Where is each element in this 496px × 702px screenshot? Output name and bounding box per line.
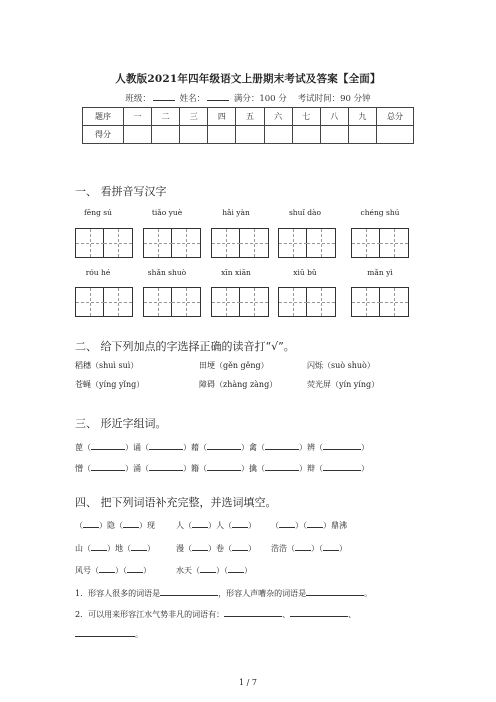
q2-row-2 <box>75 379 380 390</box>
q4-text: 水天（ <box>176 566 200 575</box>
q4-blank[interactable] <box>91 541 107 551</box>
q3-text: ）籍（ <box>183 464 207 473</box>
pinyin: chéng shú <box>360 208 400 217</box>
q4-text: ）鼎沸 <box>323 521 347 530</box>
q4-row-2 <box>75 541 347 554</box>
q4-blank[interactable] <box>307 518 323 528</box>
score-header-cell: 总分 <box>377 108 414 126</box>
q4-blank[interactable] <box>228 563 244 573</box>
q4-blank[interactable] <box>323 541 339 551</box>
q4-blank[interactable] <box>224 607 282 617</box>
q4-text: 人（ <box>176 521 192 530</box>
q3-blank[interactable] <box>149 461 183 471</box>
q2-item[interactable]: 稻穗（shuì suì） <box>75 361 139 370</box>
time-label: 考试时间：90 分钟 <box>297 94 371 104</box>
q4-text: 山（ <box>75 544 91 553</box>
q4-text: 、 <box>348 610 357 619</box>
q2-item[interactable]: 障碍（zhàng zàng） <box>199 380 278 389</box>
q4-blank[interactable] <box>306 586 364 596</box>
q3-text: ） <box>361 464 369 473</box>
q2-item[interactable]: 荧光屏（yín yíng） <box>307 380 380 389</box>
score-header-cell: 四 <box>208 108 236 126</box>
pinyin: tiǎo yuè <box>151 208 183 217</box>
writing-grid[interactable] <box>351 287 409 317</box>
name-label: 姓名： <box>179 94 206 104</box>
q4-text: ） <box>244 566 252 575</box>
pinyin: róu hé <box>85 268 111 277</box>
q4-blank[interactable] <box>127 563 143 573</box>
score-row-label: 得分 <box>83 126 124 144</box>
q4-text: ）隐（ <box>99 521 123 530</box>
q4-text: ） <box>143 566 151 575</box>
score-cell[interactable] <box>377 126 414 144</box>
class-label: 班级： <box>125 94 151 104</box>
q4-blank[interactable] <box>99 563 115 573</box>
class-blank[interactable] <box>153 91 175 101</box>
pinyin: xīn xiān <box>221 268 251 277</box>
q3-text: ）辨（ <box>299 443 323 452</box>
section-1-heading: 一、 看拼音写汉字 <box>75 185 167 198</box>
pinyin: hǎi yàn <box>222 208 250 217</box>
exam-info <box>0 91 496 104</box>
q3-blank[interactable] <box>323 461 361 471</box>
q4-blank[interactable] <box>192 518 208 528</box>
score-header-cell: 七 <box>292 108 320 126</box>
q4-blank[interactable] <box>83 518 99 528</box>
q4-line-3 <box>75 627 143 640</box>
q3-blank[interactable] <box>207 461 241 471</box>
q3-text: ）辩（ <box>299 464 323 473</box>
q4-text: （ <box>75 521 83 530</box>
q4-text: ） <box>248 544 256 553</box>
q4-blank[interactable] <box>131 541 147 551</box>
q3-row-1 <box>75 440 369 453</box>
name-blank[interactable] <box>207 91 229 101</box>
q4-text: ） <box>147 544 155 553</box>
score-header-row <box>83 108 414 126</box>
q3-blank[interactable] <box>265 461 299 471</box>
score-cell[interactable] <box>124 126 152 144</box>
section-4-heading: 四、 把下列词语补充完整，并选词填空。 <box>75 496 277 509</box>
q4-blank[interactable] <box>290 607 348 617</box>
score-cell[interactable] <box>292 126 320 144</box>
q3-text: ）擒（ <box>241 464 265 473</box>
q3-text: ）诵（ <box>125 443 149 452</box>
q4-text: 。 <box>135 630 143 639</box>
q4-text: ）（ <box>311 544 323 553</box>
writing-grid[interactable] <box>143 287 201 317</box>
score-header-cell: 八 <box>320 108 348 126</box>
q4-blank[interactable] <box>192 541 208 551</box>
q2-item[interactable]: 苍蝇（yíng yǐng） <box>75 380 145 389</box>
q4-text: 。 <box>364 589 373 598</box>
writing-grid[interactable] <box>143 228 201 258</box>
q3-blank[interactable] <box>323 440 361 450</box>
pinyin: shǎn shuò <box>147 268 187 277</box>
q4-blank[interactable] <box>232 541 248 551</box>
q4-blank[interactable] <box>200 563 216 573</box>
score-cell[interactable] <box>180 126 208 144</box>
pinyin: shuǐ dào <box>288 208 322 217</box>
pinyin: xiū bǔ <box>293 268 317 277</box>
q4-text: 浩浩（ <box>271 544 295 553</box>
q3-text: ）禽（ <box>241 443 265 452</box>
pinyin: fēng sú <box>84 208 112 217</box>
q4-text: 风号（ <box>75 566 99 575</box>
score-header-cell: 三 <box>180 108 208 126</box>
q4-row-3 <box>75 563 252 576</box>
q4-blank[interactable] <box>75 627 135 637</box>
q4-text: ）卷（ <box>208 544 232 553</box>
score-cell[interactable] <box>152 126 180 144</box>
section-2-heading: 二、 给下列加点的字选择正确的读音打“√”。 <box>75 340 295 353</box>
q4-text: ）地（ <box>107 544 131 553</box>
q4-blank[interactable] <box>279 518 295 528</box>
q4-blank[interactable] <box>295 541 311 551</box>
q4-text: ）（ <box>216 566 228 575</box>
q4-blank[interactable] <box>232 518 248 528</box>
q4-blank[interactable] <box>160 586 218 596</box>
q3-row-2 <box>75 461 369 474</box>
pinyin: mǎn yì <box>367 268 393 277</box>
q4-text: ）现 <box>139 521 155 530</box>
score-cell[interactable] <box>320 126 348 144</box>
score-header-cell: 六 <box>264 108 292 126</box>
q4-text: ） <box>339 544 347 553</box>
q4-text: 1．形容人很多的词语是 <box>75 589 161 598</box>
score-cell[interactable] <box>208 126 236 144</box>
q4-text: 2．可以用来形容江水气势非凡的词语有： <box>75 610 225 619</box>
q4-text: ） <box>248 521 256 530</box>
writing-grid[interactable] <box>75 287 133 317</box>
q4-text: ）人（ <box>208 521 232 530</box>
writing-grid[interactable] <box>351 228 409 258</box>
q4-text: ）（ <box>115 566 127 575</box>
writing-grid[interactable] <box>278 228 336 258</box>
q3-text: ）涌（ <box>125 464 149 473</box>
score-header-cell: 题序 <box>83 108 124 126</box>
q3-text: ） <box>361 443 369 452</box>
writing-grid[interactable] <box>211 287 269 317</box>
q3-blank[interactable] <box>207 440 241 450</box>
score-cell[interactable] <box>348 126 376 144</box>
writing-grid[interactable] <box>75 228 133 258</box>
q4-text: ，形容人声嘈杂的词语是 <box>218 589 307 598</box>
q4-text: （ <box>271 521 279 530</box>
q3-blank[interactable] <box>265 440 299 450</box>
score-label: 满分：100 分 <box>233 94 287 104</box>
q2-row-1 <box>75 360 375 371</box>
q4-line-1 <box>75 586 372 599</box>
q3-blank[interactable] <box>91 461 125 471</box>
page-number: 1 / 7 <box>239 678 257 687</box>
score-header-cell: 九 <box>348 108 376 126</box>
q4-line-2 <box>75 607 356 620</box>
score-header-cell: 一 <box>124 108 152 126</box>
q3-text: 蓖（ <box>75 443 91 452</box>
q3-blank[interactable] <box>149 440 183 450</box>
q3-blank[interactable] <box>91 440 125 450</box>
q4-text: 、 <box>282 610 291 619</box>
q2-item[interactable]: 闪烁（suò shuò） <box>307 361 375 370</box>
page-title: 人教版2021年四年级语文上册期末考试及答案【全面】 <box>115 73 381 85</box>
score-cell[interactable] <box>236 126 264 144</box>
q4-text: ）（ <box>295 521 307 530</box>
writing-grid[interactable] <box>278 287 336 317</box>
q4-blank[interactable] <box>123 518 139 528</box>
q4-text: 漫（ <box>176 544 192 553</box>
writing-grid[interactable] <box>211 228 269 258</box>
q3-text: ）藉（ <box>183 443 207 452</box>
score-cell[interactable] <box>264 126 292 144</box>
q4-row-1 <box>75 518 347 531</box>
score-header-cell: 二 <box>152 108 180 126</box>
score-table <box>82 107 414 144</box>
q3-text: 憎（ <box>75 464 91 473</box>
score-row <box>83 126 414 144</box>
score-header-cell: 五 <box>236 108 264 126</box>
q2-item[interactable]: 田埂（gěn gěng） <box>199 361 269 370</box>
section-3-heading: 三、 形近字组词。 <box>75 417 167 430</box>
